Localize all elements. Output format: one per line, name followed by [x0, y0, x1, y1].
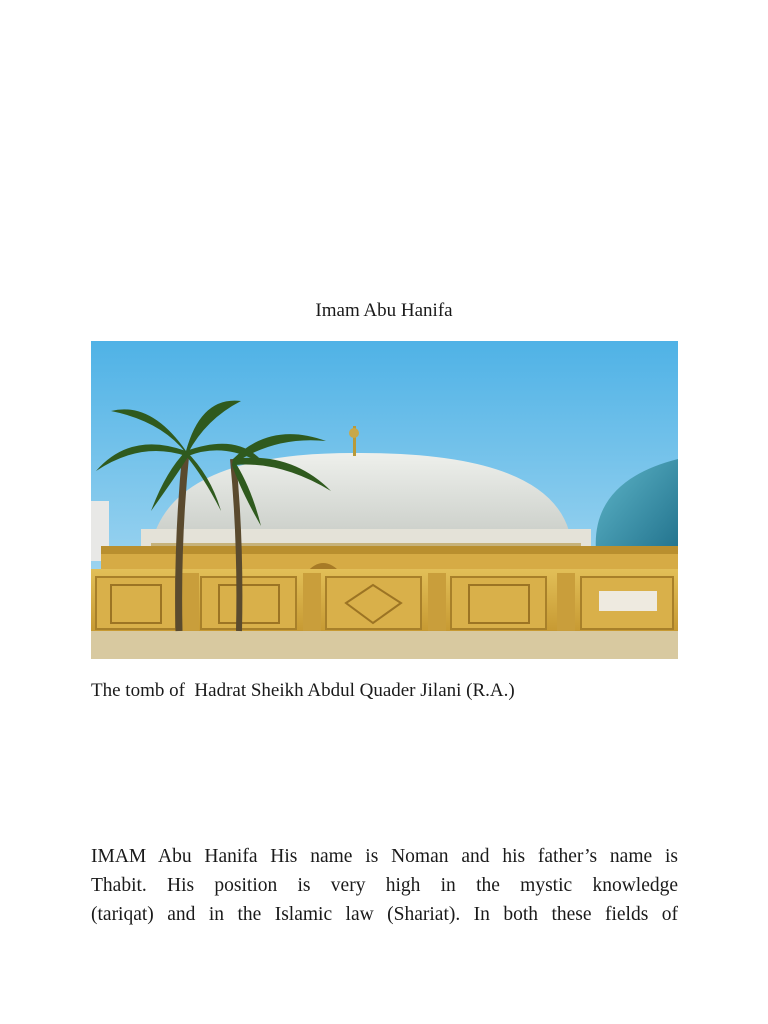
tomb-illustration: [91, 341, 678, 659]
body-line: Thabit. His position is very high in the mystic knowledge: [91, 875, 678, 896]
body-line: (tariqat) and in the Islamic law (Shariat). In both these fields of: [91, 904, 678, 925]
tomb-photo: [91, 341, 678, 659]
photo-caption: The tomb of Hadrat Sheikh Abdul Quader Jilani (R.A.): [91, 680, 515, 701]
ground: [91, 631, 678, 659]
body-paragraph: [91, 842, 678, 929]
page-title: Imam Abu Hanifa: [315, 300, 453, 321]
body-line: IMAM Abu Hanifa His name is Noman and his father’s name is: [91, 846, 678, 867]
